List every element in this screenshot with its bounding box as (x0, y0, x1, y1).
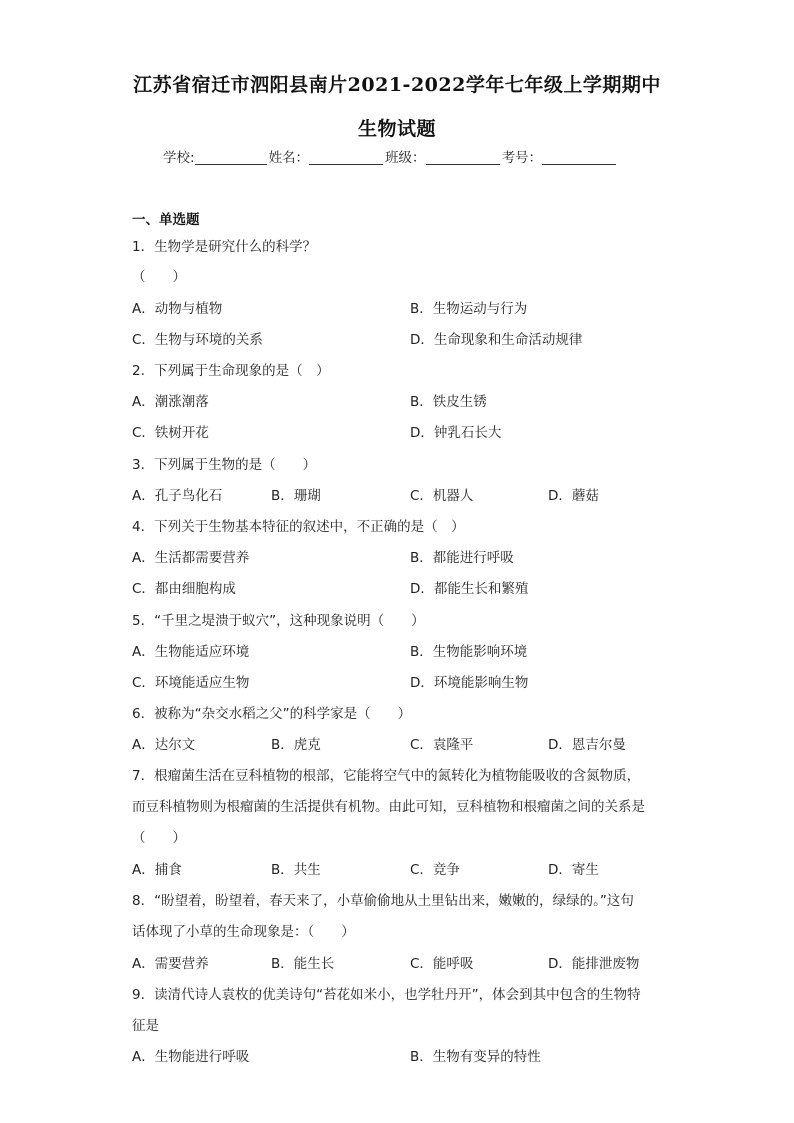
q2-option-a[interactable]: A．潮涨潮落 (132, 394, 209, 410)
question-9-stem-cont: 征是 (132, 1018, 159, 1034)
exam-title-line2: 生物试题 (357, 118, 436, 140)
q9-option-a[interactable]: A．生物能进行呼吸 (132, 1049, 250, 1065)
q3-option-a[interactable]: A．孔子鸟化石 (132, 488, 223, 504)
q9-option-b[interactable]: B．生物有变异的特性 (410, 1049, 541, 1065)
exam-no-label: 考号： (501, 150, 543, 166)
q4-option-a[interactable]: A．生活都需要营养 (132, 550, 250, 566)
q6-option-c[interactable]: C．袁隆平 (410, 737, 474, 753)
q5-option-d[interactable]: D．环境能影响生物 (410, 675, 529, 691)
q6-option-b[interactable]: B．虎克 (271, 737, 321, 753)
q8-option-d[interactable]: D．能排泄废物 (548, 956, 640, 972)
q4-option-d[interactable]: D．都能生长和繁殖 (410, 581, 529, 597)
q7-option-c[interactable]: C．竞争 (410, 862, 460, 878)
q2-option-b[interactable]: B．铁皮生锈 (410, 394, 487, 410)
q1-option-d[interactable]: D．生命现象和生命活动规律 (410, 332, 583, 348)
question-2-stem: 2．下列属于生命现象的是（ ） (132, 363, 330, 379)
q2-option-d[interactable]: D．钟乳石长大 (410, 425, 502, 441)
q3-option-b[interactable]: B．珊瑚 (271, 488, 321, 504)
class-label: 班级： (385, 150, 426, 166)
q7-option-b[interactable]: B．共生 (271, 862, 321, 878)
q6-option-a[interactable]: A．达尔文 (132, 737, 196, 753)
q4-option-c[interactable]: C．都由细胞构成 (132, 581, 236, 597)
question-3-stem: 3．下列属于生物的是（ ） (132, 457, 317, 473)
exam-title-line1: 江苏省宿迁市泗阳县南片2021-2022学年七年级上学期期中 (133, 74, 661, 96)
q8-option-b[interactable]: B．能生长 (271, 956, 335, 972)
class-blank[interactable] (426, 150, 500, 165)
exam-no-blank[interactable] (542, 150, 616, 165)
q1-option-a[interactable]: A．动物与植物 (132, 301, 223, 317)
q8-option-c[interactable]: C．能呼吸 (410, 956, 474, 972)
q3-option-c[interactable]: C．机器人 (410, 488, 474, 504)
question-1-stem-cont: （ ） (132, 269, 186, 285)
name-blank[interactable] (309, 150, 383, 165)
question-6-stem: 6．被称为“杂交水稻之父”的科学家是（ ） (132, 706, 412, 722)
question-1-stem: 1．生物学是研究什么的科学？ (132, 239, 317, 255)
q5-option-b[interactable]: B．生物能影响环境 (410, 644, 528, 660)
q4-option-b[interactable]: B．都能进行呼吸 (410, 550, 514, 566)
question-4-stem: 4．下列关于生物基本特征的叙述中，不正确的是（ ） (132, 519, 465, 535)
question-8-stem: 8．“盼望着，盼望着，春天来了，小草偷偷地从土里钻出来，嫩嫩的，绿绿的。”这句 (132, 893, 634, 909)
question-7-stem-cont2: （ ） (132, 830, 186, 846)
question-8-stem-cont: 话体现了小草的生命现象是：（ ） (132, 924, 355, 940)
q2-option-c[interactable]: C．铁树开花 (132, 425, 209, 441)
q1-option-c[interactable]: C．生物与环境的关系 (132, 332, 263, 348)
name-label: 姓名： (268, 150, 310, 166)
question-7-stem-cont: 而豆科植物则为根瘤菌的生活提供有机物。由此可知，豆科植物和根瘤菌之间的关系是 (132, 799, 645, 815)
section-heading: 一、单选题 (132, 212, 200, 228)
q7-option-d[interactable]: D．寄生 (548, 862, 599, 878)
student-info-line (163, 146, 618, 166)
q7-option-a[interactable]: A．捕食 (132, 862, 182, 878)
school-blank[interactable] (195, 150, 267, 165)
q6-option-d[interactable]: D．恩吉尔曼 (548, 737, 626, 753)
question-7-stem: 7．根瘤菌生活在豆科植物的根部，它能将空气中的氮转化为植物能吸收的含氮物质， (132, 768, 641, 784)
q8-option-a[interactable]: A．需要营养 (132, 956, 209, 972)
question-9-stem: 9．读清代诗人袁枚的优美诗句“苔花如米小，也学牡丹开”，体会到其中包含的生物特 (132, 987, 641, 1003)
q1-option-b[interactable]: B．生物运动与行为 (410, 301, 528, 317)
school-label: 学校: (163, 150, 195, 166)
q5-option-c[interactable]: C．环境能适应生物 (132, 675, 250, 691)
q3-option-d[interactable]: D．蘑菇 (548, 488, 599, 504)
q5-option-a[interactable]: A．生物能适应环境 (132, 644, 250, 660)
question-5-stem: 5．“千里之堤溃于蚁穴”，这种现象说明（ ） (132, 613, 425, 629)
